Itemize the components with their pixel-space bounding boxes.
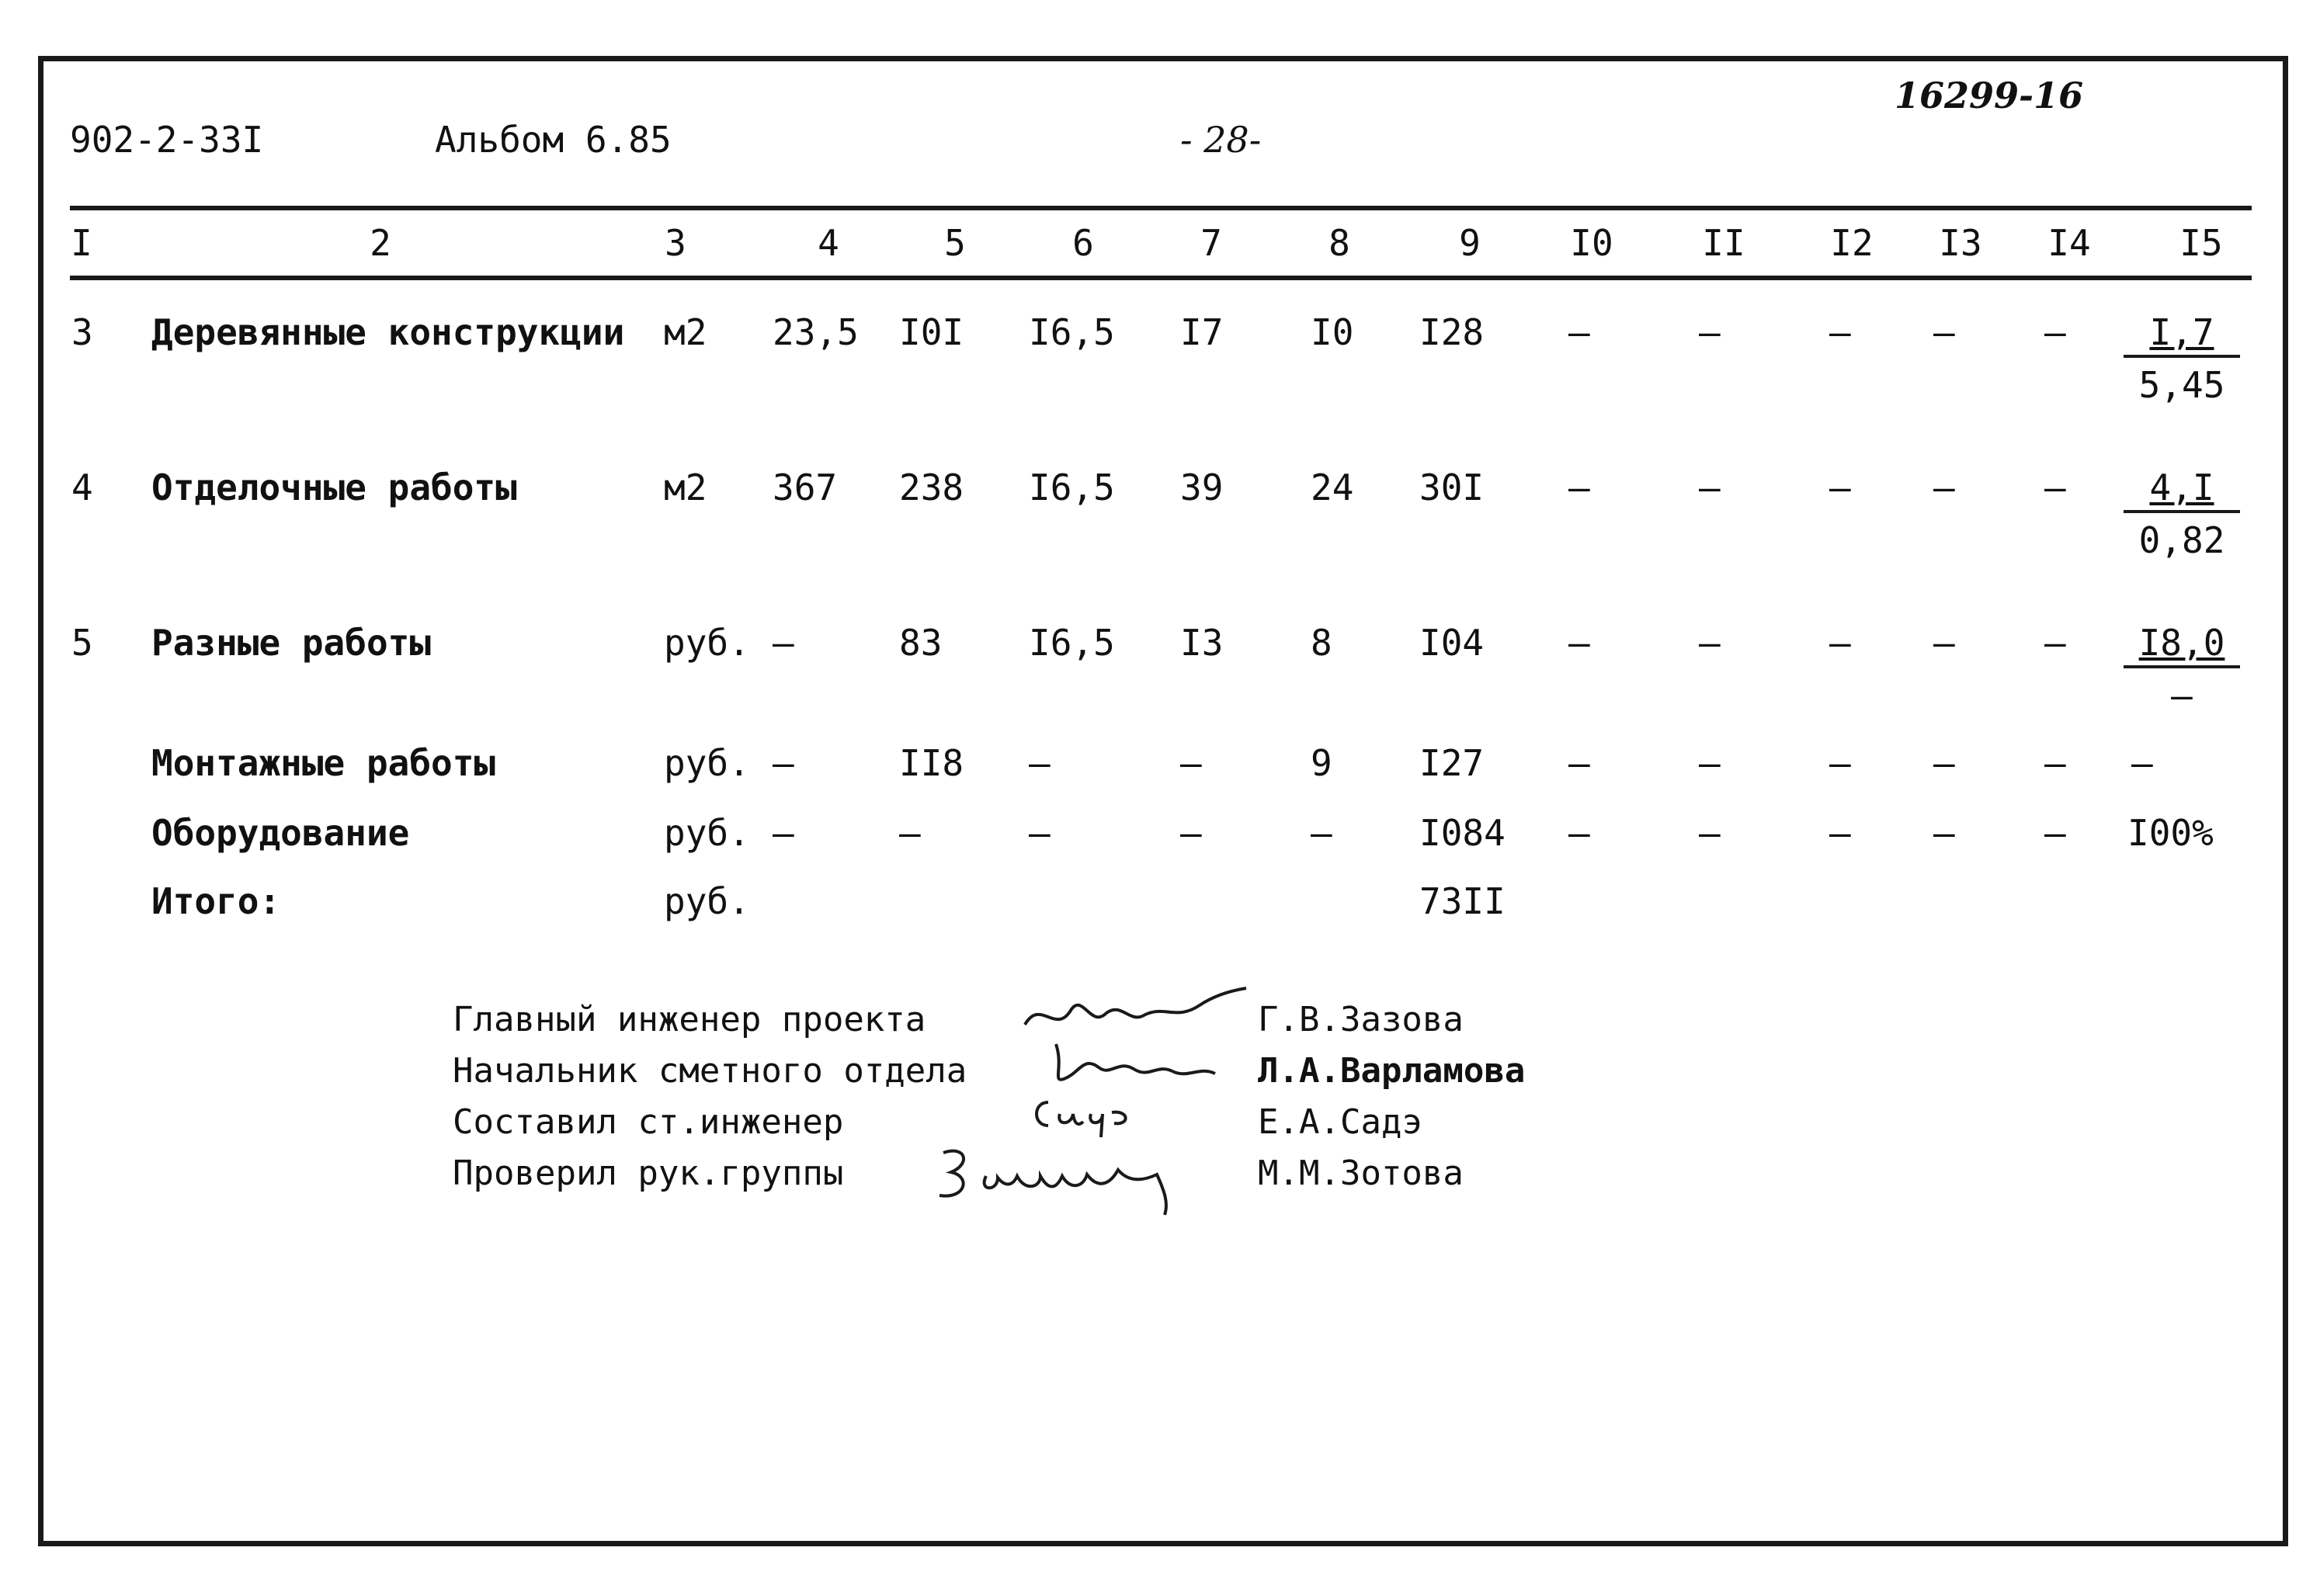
- row-name: Отделочные работы: [151, 467, 517, 508]
- col-header-10: I0: [1570, 222, 1613, 264]
- cell-c15-denominator: 5,45: [2138, 364, 2225, 406]
- cell-c7: 39: [1180, 467, 1224, 508]
- row-unit: руб.: [664, 812, 750, 854]
- cell-c11: –: [1699, 622, 1721, 664]
- cell-c12: –: [1829, 742, 1851, 784]
- page-number: - 28-: [1180, 119, 1262, 161]
- row-unit: руб.: [664, 622, 750, 664]
- cell-c15-denominator: 0,82: [2138, 519, 2225, 561]
- cell-c5: I0I: [899, 311, 964, 353]
- col-header-11: II: [1702, 222, 1745, 264]
- cell-c7: I3: [1180, 622, 1224, 664]
- row-unit: руб.: [664, 880, 750, 922]
- cell-c6: I6,5: [1029, 622, 1115, 664]
- col-header-8: 8: [1328, 222, 1350, 264]
- cell-c8: 8: [1311, 622, 1332, 664]
- col-header-6: 6: [1072, 222, 1094, 264]
- doc-code: 902-2-33I: [70, 119, 264, 161]
- row-name: Оборудование: [151, 812, 410, 854]
- cell-c13: –: [1933, 742, 1955, 784]
- cell-c9: I084: [1419, 812, 1506, 854]
- handwritten-signature: [932, 1137, 1211, 1226]
- cell-c8: 24: [1311, 467, 1354, 508]
- col-header-9: 9: [1459, 222, 1481, 264]
- table-top-rule: [70, 206, 2252, 210]
- cell-c15-denominator: –: [2171, 675, 2193, 716]
- cell-c15: –: [2131, 742, 2153, 784]
- cell-c9: 30I: [1419, 467, 1485, 508]
- cell-c7: –: [1180, 742, 1202, 784]
- row-number: 4: [71, 467, 93, 508]
- cell-c4: 23,5: [773, 311, 859, 353]
- archive-stamp: 16299-16: [1895, 75, 2084, 116]
- cell-c5: 83: [899, 622, 943, 664]
- cell-c8: –: [1311, 812, 1332, 854]
- cell-c12: –: [1829, 622, 1851, 664]
- cell-c9: 73II: [1419, 880, 1506, 922]
- cell-c9: I28: [1419, 311, 1485, 353]
- signature-name: Г.В.Зазова: [1258, 1000, 1464, 1039]
- cell-c14: –: [2044, 467, 2066, 508]
- table-header-rule: [70, 276, 2252, 280]
- cell-c11: –: [1699, 467, 1721, 508]
- row-unit: м2: [664, 467, 707, 508]
- col-header-14: I4: [2047, 222, 2091, 264]
- cell-c8: 9: [1311, 742, 1332, 784]
- cell-c5: II8: [899, 742, 964, 784]
- album-label: Альбом 6.85: [435, 119, 672, 161]
- col-header-2: 2: [370, 222, 391, 264]
- cell-c10: –: [1568, 742, 1590, 784]
- cell-c4: –: [773, 622, 794, 664]
- cell-c15: I00%: [2127, 812, 2214, 854]
- cell-c13: –: [1933, 812, 1955, 854]
- cell-c9: I27: [1419, 742, 1485, 784]
- row-name: Разные работы: [151, 622, 432, 664]
- cell-c15-numerator: I,7: [2124, 314, 2240, 358]
- cell-c7: I7: [1180, 311, 1224, 353]
- cell-c13: –: [1933, 622, 1955, 664]
- cell-c13: –: [1933, 311, 1955, 353]
- row-unit: м2: [664, 311, 707, 353]
- signature-role: Проверил рук.группы: [453, 1154, 844, 1193]
- signature-name: Е.А.Садэ: [1258, 1102, 1422, 1142]
- signature-name: М.М.Зотова: [1258, 1154, 1464, 1193]
- cell-c15-numerator: I8,0: [2124, 625, 2240, 668]
- cell-c11: –: [1699, 311, 1721, 353]
- cell-c10: –: [1568, 311, 1590, 353]
- row-name: Итого:: [151, 880, 281, 922]
- signature-role: Составил ст.инженер: [453, 1102, 844, 1142]
- signature-name: Л.А.Варламова: [1258, 1051, 1526, 1091]
- cell-c5: –: [899, 812, 921, 854]
- cell-c6: –: [1029, 812, 1051, 854]
- row-name: Монтажные работы: [151, 742, 496, 784]
- signature-role: Главный инженер проекта: [453, 1000, 926, 1039]
- cell-c14: –: [2044, 812, 2066, 854]
- col-header-12: I2: [1830, 222, 1874, 264]
- cell-c14: –: [2044, 742, 2066, 784]
- col-header-13: I3: [1939, 222, 1982, 264]
- cell-c14: –: [2044, 311, 2066, 353]
- col-header-5: 5: [944, 222, 966, 264]
- cell-c5: 238: [899, 467, 964, 508]
- cell-c8: I0: [1311, 311, 1354, 353]
- cell-c14: –: [2044, 622, 2066, 664]
- col-header-7: 7: [1200, 222, 1222, 264]
- cell-c15-fraction: [2124, 311, 2240, 406]
- cell-c11: –: [1699, 742, 1721, 784]
- col-header-4: 4: [818, 222, 839, 264]
- col-header-15: I5: [2179, 222, 2223, 264]
- cell-c12: –: [1829, 311, 1851, 353]
- cell-c10: –: [1568, 622, 1590, 664]
- cell-c4: –: [773, 742, 794, 784]
- cell-c7: –: [1180, 812, 1202, 854]
- cell-c15-fraction: [2124, 622, 2240, 716]
- col-header-1: I: [71, 222, 92, 264]
- cell-c15-fraction: [2124, 467, 2240, 561]
- cell-c12: –: [1829, 812, 1851, 854]
- cell-c12: –: [1829, 467, 1851, 508]
- cell-c13: –: [1933, 467, 1955, 508]
- cell-c15-numerator: 4,I: [2124, 470, 2240, 513]
- row-number: 3: [71, 311, 93, 353]
- row-name: Деревянные конструкции: [151, 311, 625, 353]
- signature-role: Начальник сметного отдела: [453, 1051, 967, 1091]
- cell-c9: I04: [1419, 622, 1485, 664]
- col-header-3: 3: [665, 222, 686, 264]
- cell-c10: –: [1568, 812, 1590, 854]
- cell-c4: 367: [773, 467, 838, 508]
- cell-c4: –: [773, 812, 794, 854]
- cell-c6: –: [1029, 742, 1051, 784]
- row-unit: руб.: [664, 742, 750, 784]
- cell-c6: I6,5: [1029, 311, 1115, 353]
- row-number: 5: [71, 622, 93, 664]
- cell-c6: I6,5: [1029, 467, 1115, 508]
- cell-c10: –: [1568, 467, 1590, 508]
- cell-c11: –: [1699, 812, 1721, 854]
